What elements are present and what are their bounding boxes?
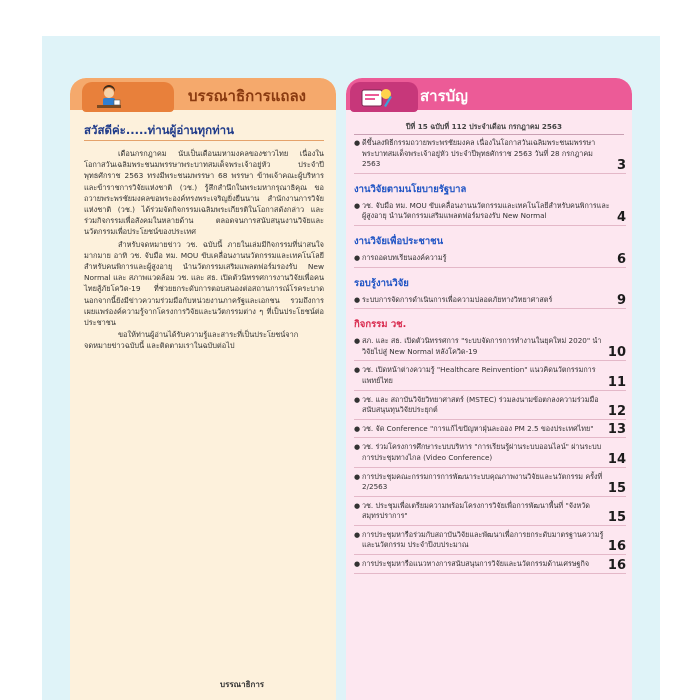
entry-page-number: 15 [607, 509, 626, 525]
entry-title: วช. และ สถาบันวิจัยวิทยาศาสตร์ (MSTEC) ร่วมลงนามข้อตกลงความร่วมมือสนับสนุนทุนวิจัยประยุกต์ [362, 394, 599, 415]
bullet-icon: ● [354, 443, 361, 452]
editorial-title: บรรณาธิการแถลง [188, 87, 306, 105]
bullet-icon: ● [354, 530, 361, 539]
entry-page-number: 12 [607, 403, 626, 419]
contents-entry[interactable] [354, 201, 626, 226]
entry-page-number: 9 [616, 293, 626, 309]
entry-page-number: 3 [616, 157, 626, 173]
entry-page-number: 14 [607, 451, 626, 467]
editorial-card [70, 78, 336, 700]
contents-list [354, 138, 626, 578]
section-heading: รอบรู้งานวิจัย [354, 277, 409, 289]
table-of-contents-icon [360, 84, 394, 112]
bullet-icon: ● [354, 472, 361, 481]
entry-page-number: 13 [607, 422, 626, 438]
entry-page-number: 10 [607, 345, 626, 361]
issue-info: ปีที่ 15 ฉบับที่ 112 ประจำเดือน กรกฎาคม 2563 [406, 122, 562, 131]
entry-title: การประชุมคณะกรรมการการพัฒนาระบบคุณภาพงานวิจัยและนวัตกรรม ครั้งที่ 2/2563 [362, 471, 603, 492]
entry-title: การประชุมหารือแนวทางการสนับสนุนการวิจัยและนวัตกรรมด้านเศรษฐกิจ [362, 559, 590, 569]
editorial-paragraph: เดือนกรกฎาคม นับเป็นเดือนมหามงคลของชาวไทย เนื่องในโอกาสวันเฉลิมพระชนมพรรษาพระบาทสมเด็จพระเจ้าอยู่หัว ประจำปีพุทธศักราช 2563 ทรงมีพระชนมพรรษา 68 พรรษา ข้าพเจ้าคณะผู้บริหารและข้าราชการวิจัยแห่งชาติ (วช.) รู้สึกสำนึกในพระมหากรุณาธิคุณ ขอถวายพระพรชัยมงคลขอพระองค์ทรงพระเจริญยิ่งยืนนาน สำนักงานการวิจัยแห่งชาติ (วช.) ได้ร่วมจัดกิจกรรมเฉลิมพระเกียรติในโอกาสดังกล่าว และร่วมกิจกรรมเพื่อสังคมในหลายด้าน ตลอดจนการสนับสนุนงานวิจัยและนวัตกรรมเพื่อประโยชน์ของประเทศ [84, 149, 324, 237]
contents-entry[interactable] [354, 138, 626, 174]
issue-divider [354, 134, 624, 135]
entry-title: การถอดบทเรียนองค์ความรู้ [362, 252, 447, 262]
entry-page-number: 4 [616, 209, 626, 225]
entry-title: สภ. และ สธ. เปิดตัวนิทรรศการ "ระบบจัดการการทำงานในยุคใหม่ 2020" นำวิจัยไปสู่ New Normal หลังโควิด-19 [362, 336, 602, 356]
bullet-icon: ● [354, 395, 361, 404]
entry-page-number: 16 [607, 557, 626, 573]
entry-title: ระบบการจัดการดำเนินการเพื่อความปลอดภัยทางวิทยาศาสตร์ [362, 294, 553, 304]
entry-title: วช. จับมือ ทม. MOU ขับเคลื่อนงานนวัตกรรมและเทคโนโลยีสำหรับคนพิการและผู้สูงอายุ นำนวัตกรรมเสริมแพลตฟอร์มรองรับ New Normal [362, 200, 610, 221]
bullet-icon: ● [354, 560, 361, 569]
bullet-icon: ● [354, 501, 361, 510]
contents-entry[interactable] [354, 424, 626, 439]
bullet-icon: ● [354, 253, 361, 262]
editorial-greeting: สวัสดีค่ะ.....ท่านผู้อ่านทุกท่าน [84, 123, 234, 137]
bullet-icon: ● [354, 424, 361, 433]
entry-title: ดีขึ้นลงพิธีกรรมถวายพระพรชัยมงคล เนื่องในโอกาสวันเฉลิมพระชนมพรรษา พระบาทสมเด็จพระเจ้าอยู่หัว ประจำปีพุทธศักราช 2563 วันที่ 28 กรกฎาคม 2563 [362, 138, 596, 169]
bullet-icon: ● [354, 366, 361, 375]
editorial-paragraph: ขอให้ท่านผู้อ่านได้รับความรู้และสาระที่เป็นประโยชน์จากจดหมายข่าวฉบับนี้ และติดตามเราในฉบับต่อไป [84, 330, 299, 351]
entry-title: วช. เปิดหน้าต่างความรู้ "Healthcare Reinvention" แนวคิดนวัตกรรมการแพทย์ไทย [362, 365, 596, 385]
contents-entry[interactable] [354, 365, 626, 390]
bullet-icon: ● [354, 201, 361, 210]
contents-title: สารบัญ [420, 87, 468, 105]
editorial-signature: บรรณาธิการ [220, 680, 265, 689]
editorial-header [70, 78, 336, 110]
contents-entry[interactable] [354, 442, 626, 467]
contents-entry[interactable] [354, 530, 626, 555]
contents-entry[interactable] [354, 472, 626, 497]
entry-page-number: 11 [607, 374, 626, 390]
contents-entry[interactable] [354, 336, 626, 361]
bullet-icon: ● [354, 139, 361, 147]
section-heading: งานวิจัยเพื่อประชาชน [354, 235, 444, 247]
entry-page-number: 16 [607, 539, 626, 555]
contents-entry[interactable] [354, 559, 626, 574]
contents-entry[interactable] [354, 501, 626, 526]
contents-entry[interactable] [354, 395, 626, 420]
contents-card [346, 78, 632, 700]
contents-entry[interactable] [354, 295, 626, 310]
editorial-paragraph: สำหรับจดหมายข่าว วช. ฉบับนี้ ภายในเล่มมีกิจกรรมที่น่าสนใจมากมาย อาทิ วช. จับมือ ทม. MOU ขับเคลื่อนงานนวัตกรรมและเทคโนโลยีสำหรับคนพิการและผู้สูงอายุ นำนวัตกรรมเสริมแพลตฟอร์มรองรับ New Normal และ สภาพแวดล้อม วช. และ สธ. เปิดตัวนิทรรศการงานวิจัยเพื่อคนไทยสู้ภัยโควิด-19 ที่ช่วยยกระดับการตอบสนองต่อสถานการณ์โรคระบาด นอกจากนี้ยังมีข่าวความร่วมมือกับหน่วยงานภาครัฐและเอกชน รวมถึงการเผยแพร่องค์ความรู้จากโครงการวิจัยและนวัตกรรมต่าง ๆ ที่เป็นประโยชน์ต่อประชาชน [84, 239, 324, 328]
bullet-icon: ● [354, 337, 361, 346]
entry-title: วช. ร่วมโครงการศึกษาระบบบริหาร "การเรียนรู้ผ่านระบบออนไลน์" ผ่านระบบการประชุมทางไกล (Video Conference) [362, 442, 602, 462]
editorial-body [84, 148, 324, 353]
section-heading: กิจกรรม วช. [354, 319, 407, 331]
greeting-underline [84, 140, 324, 141]
contents-entry[interactable] [354, 253, 626, 268]
entry-page-number: 6 [616, 251, 626, 267]
editor-desk-icon [94, 84, 124, 114]
section-heading: งานวิจัยตามนโยบายรัฐบาล [354, 183, 467, 195]
entry-title: การประชุมหารือร่วมกับสถาบันวิจัยและพัฒนาเพื่อการยกระดับมาตรฐานความรู้และนวัตกรรม ประจำปีงบประมาณ [362, 529, 604, 550]
entry-title: วช. ประชุมเพื่อเตรียมความพร้อมโครงการวิจัยเพื่อการพัฒนาพื้นที่ "จังหวัดสมุทรปราการ" [362, 500, 590, 521]
bullet-icon: ● [354, 295, 361, 304]
entry-title: วช. จัด Conference "การแก้ไขปัญหาฝุ่นละออง PM 2.5 ของประเทศไทย" [362, 423, 594, 433]
entry-page-number: 15 [607, 480, 626, 496]
contents-header [346, 78, 632, 110]
